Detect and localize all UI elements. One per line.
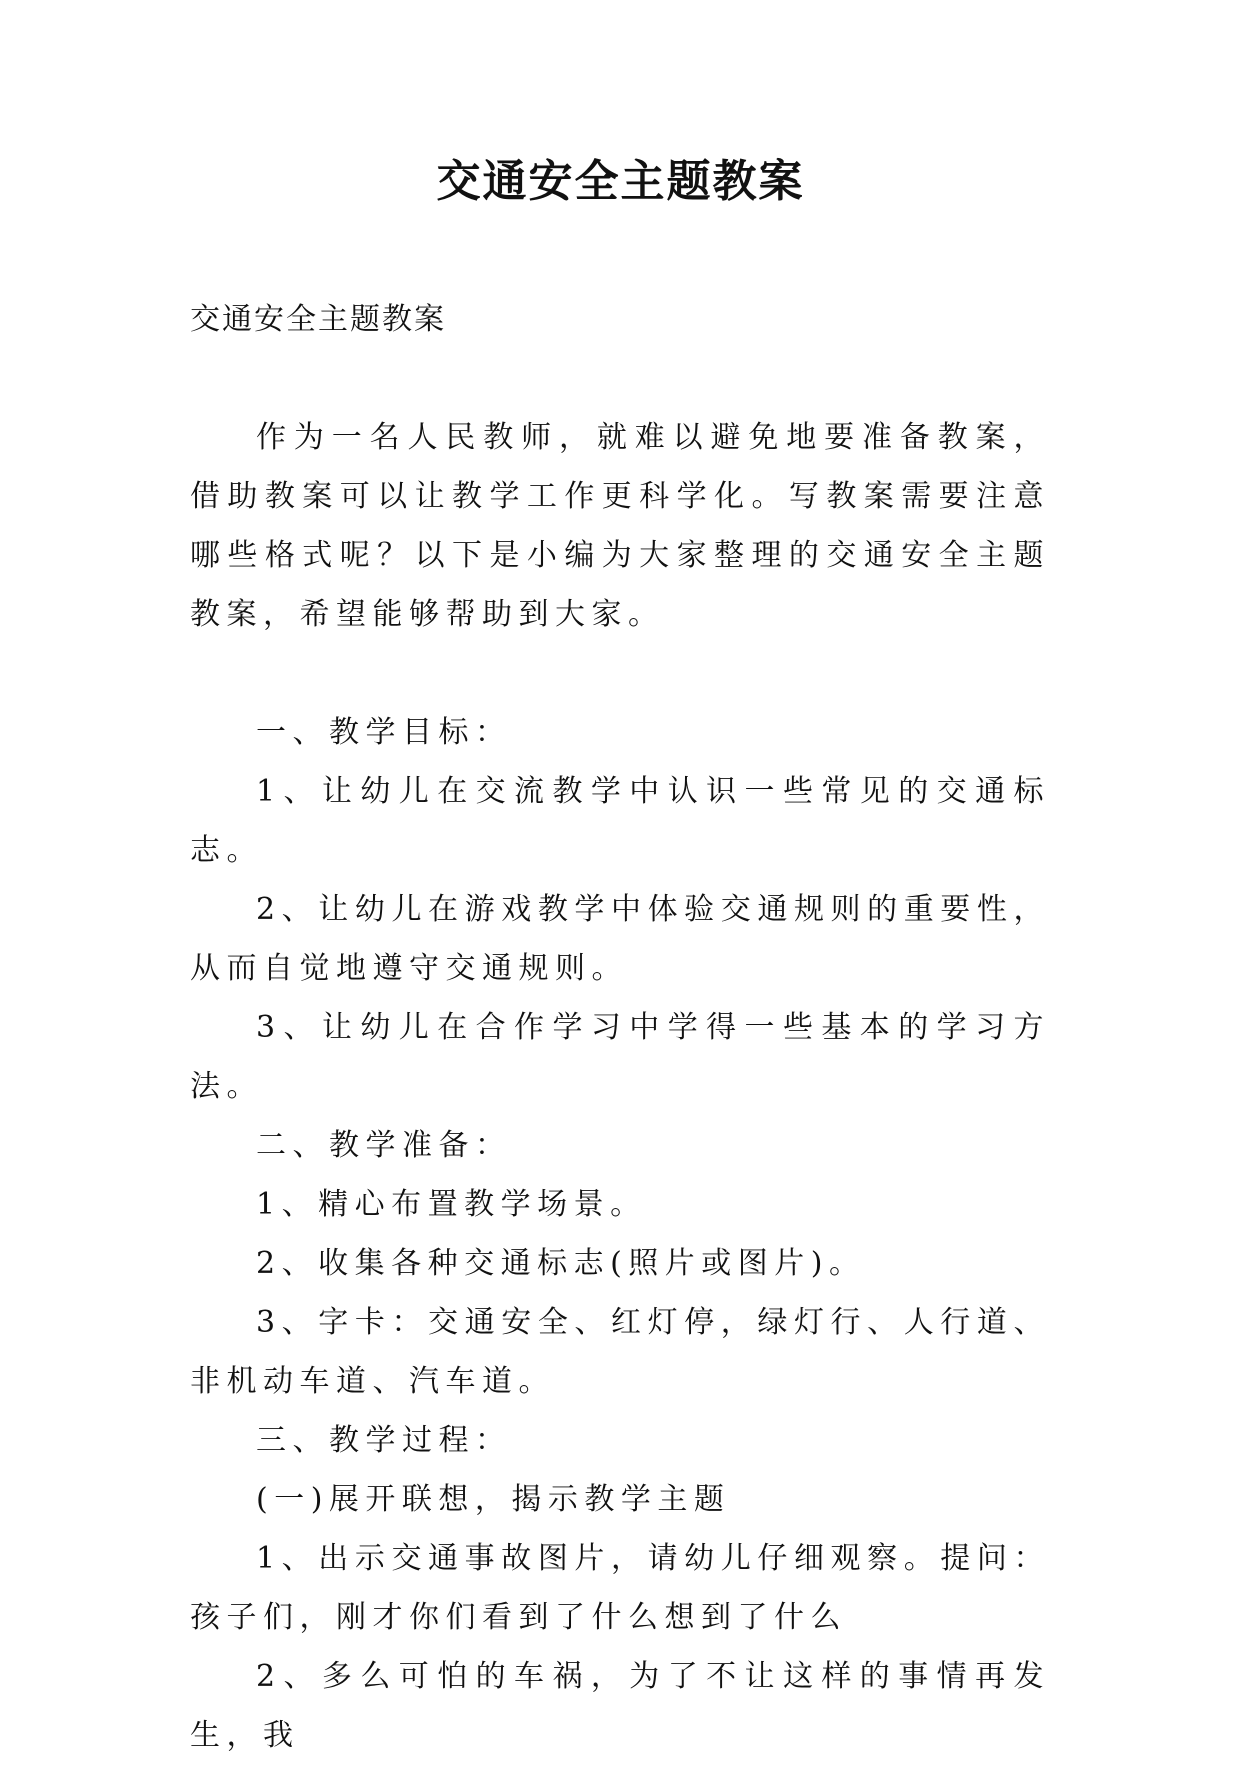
- paragraph-process-1: 1、出示交通事故图片，请幼儿仔细观察。提问：孩子们，刚才你们看到了什么想到了什么: [190, 1541, 1050, 1635]
- paragraph-process-2: 2、多么可怕的车祸，为了不让这样的事情再发生，我: [190, 1659, 1050, 1753]
- section-heading-process: 三、教学过程：: [256, 1423, 512, 1458]
- document-title: 交通安全主题教案: [436, 156, 805, 207]
- intro-paragraph: 作为一名人民教师，就难以避免地要准备教案，借助教案可以让教学工作更科学化。写教案需要注意哪些格式呢？以下是小编为大家整理的交通安全主题教案，希望能够帮助到大家。: [190, 420, 1050, 632]
- document-subtitle: 交通安全主题教案: [190, 302, 446, 337]
- paragraph-goal-1: 1、让幼儿在交流教学中认识一些常见的交通标志。: [190, 774, 1050, 868]
- paragraph-prep-2: 2、收集各种交通标志(照片或图片)。: [256, 1246, 866, 1281]
- paragraph-prep-1: 1、精心布置教学场景。: [256, 1187, 647, 1222]
- paragraph-goal-2: 2、让幼儿在游戏教学中体验交通规则的重要性，从而自觉地遵守交通规则。: [190, 892, 1050, 986]
- paragraph-goal-3: 3、让幼儿在合作学习中学得一些基本的学习方法。: [190, 1010, 1050, 1104]
- subsection-heading-1: (一)展开联想，揭示教学主题: [256, 1482, 731, 1517]
- paragraph-prep-3: 3、字卡：交通安全、红灯停，绿灯行、人行道、非机动车道、汽车道。: [190, 1305, 1050, 1399]
- document-body: [190, 290, 1050, 1765]
- section-heading-preparation: 二、教学准备：: [256, 1128, 512, 1163]
- section-heading-goals: 一、教学目标：: [256, 715, 512, 750]
